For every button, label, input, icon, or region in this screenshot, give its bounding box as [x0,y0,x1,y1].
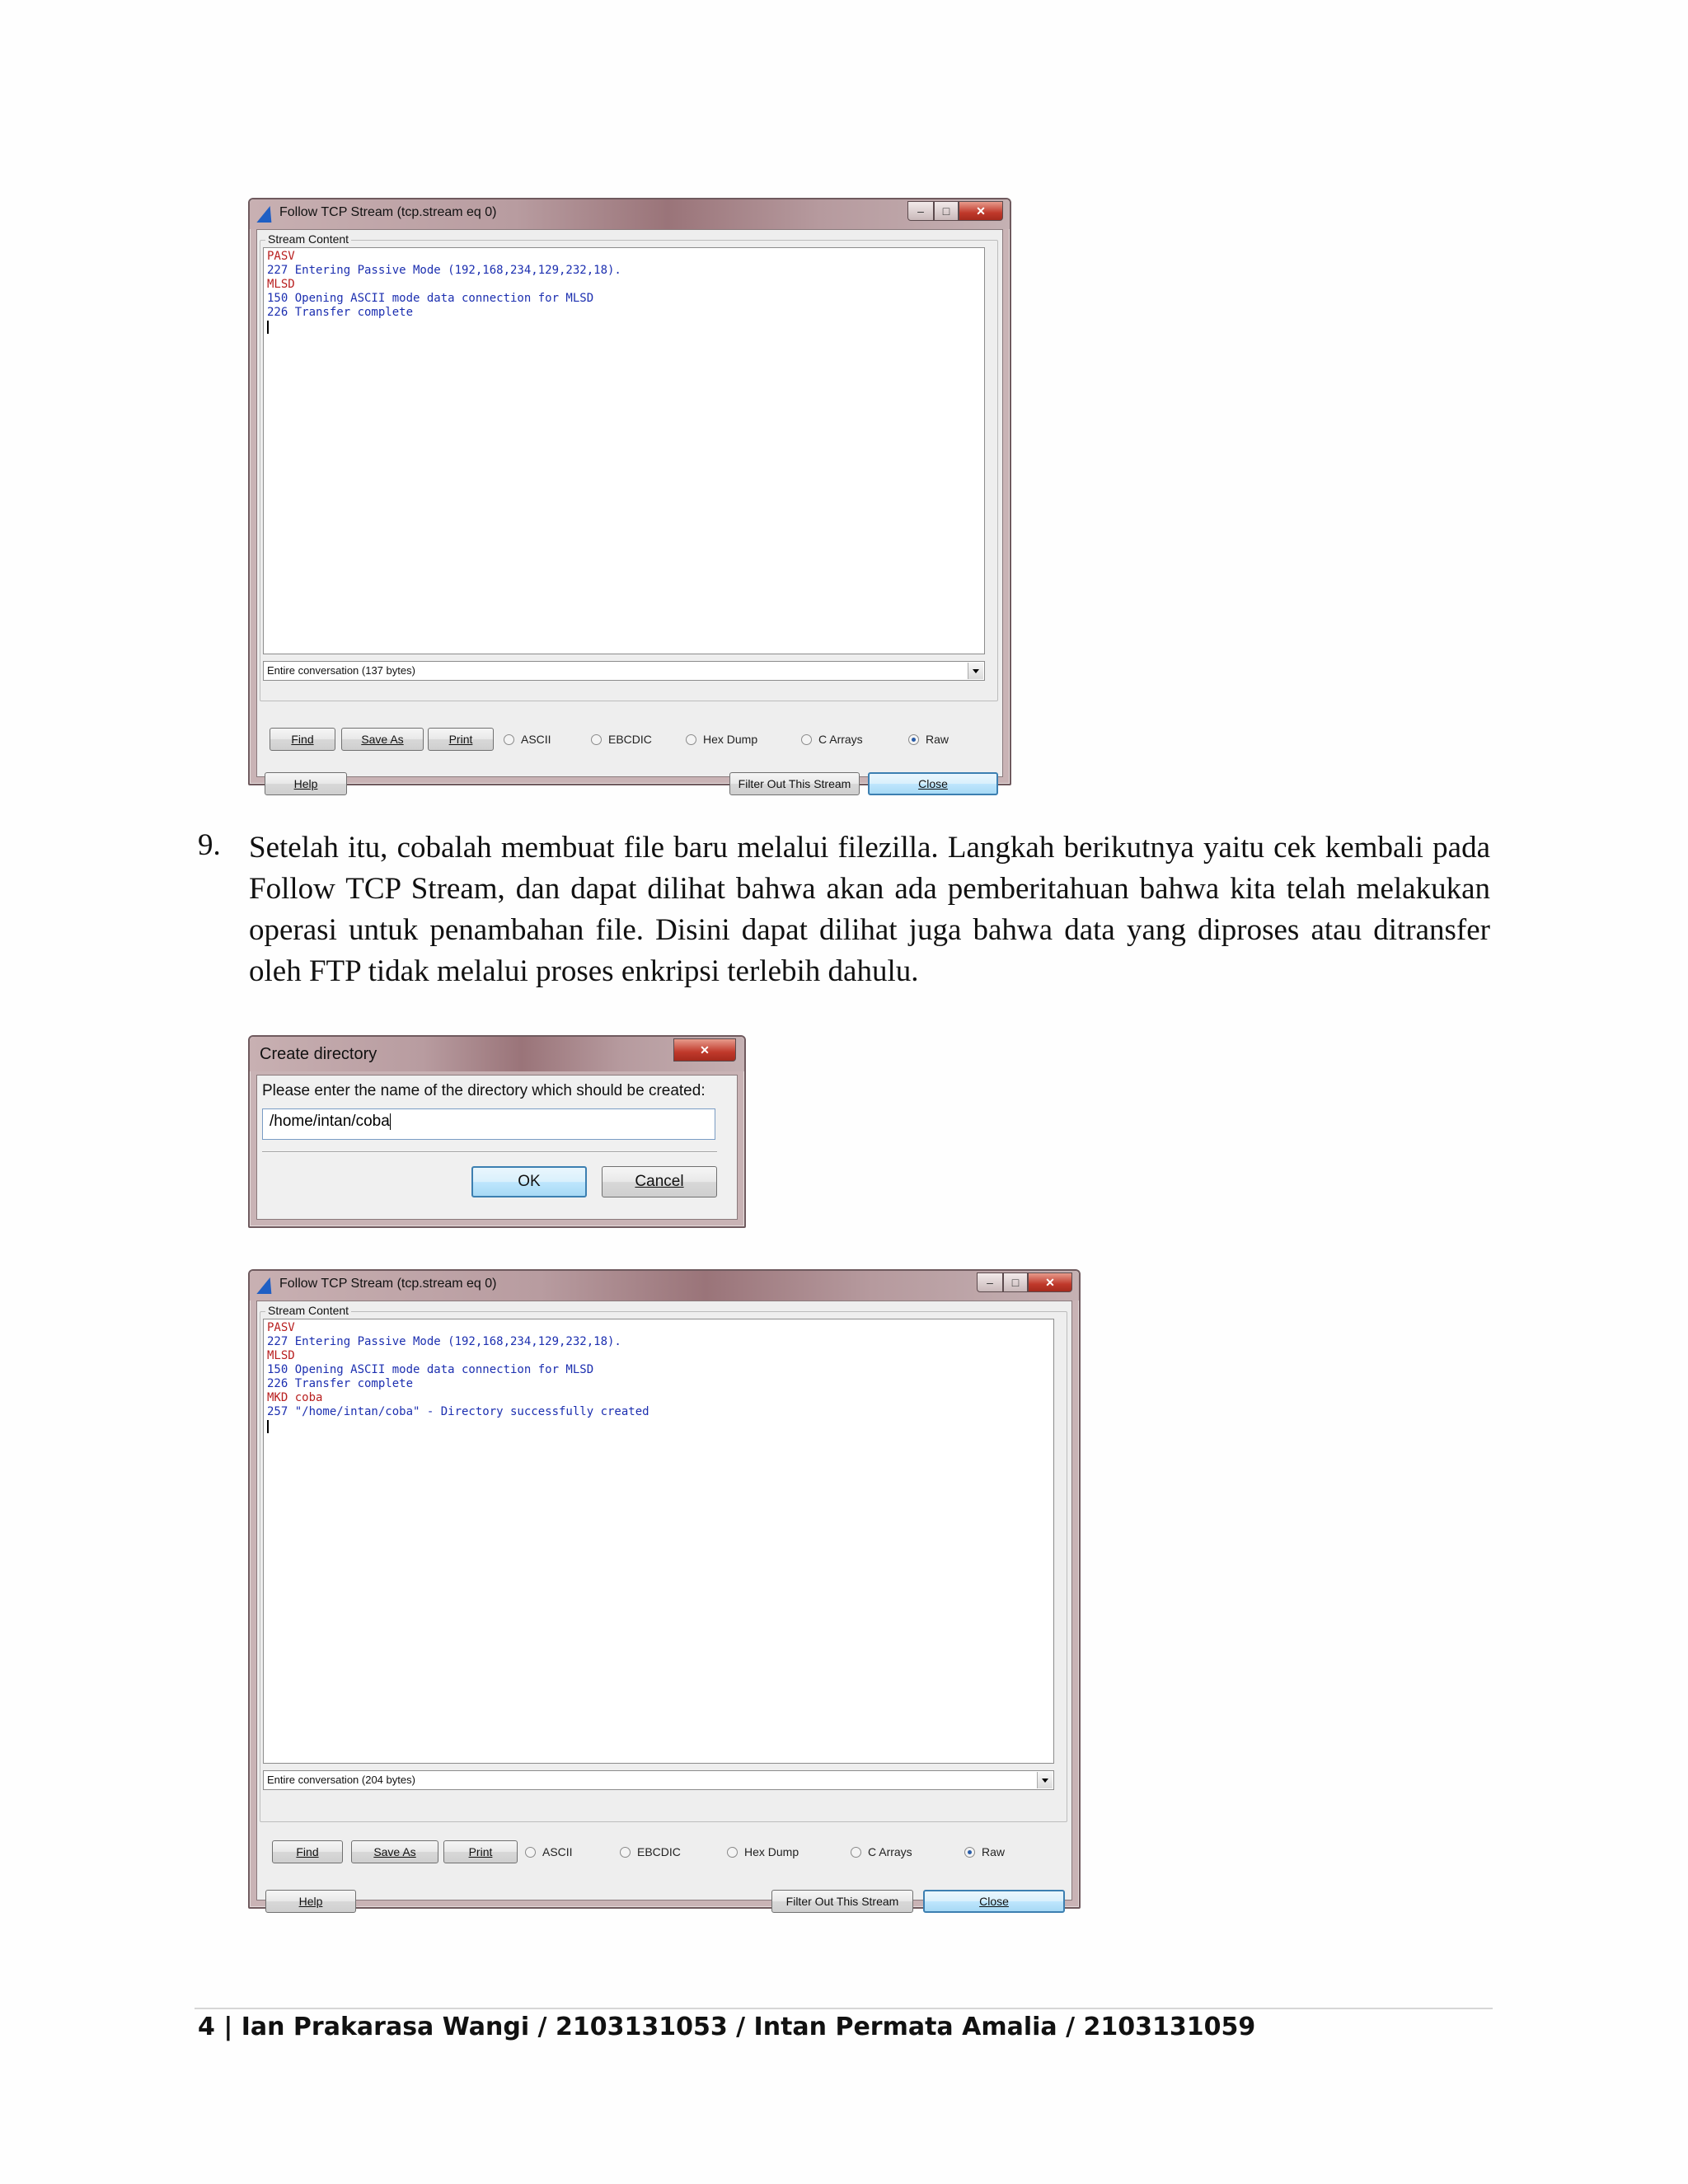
window-title: Follow TCP Stream (tcp.stream eq 0) [279,1277,497,1291]
stream-text-area[interactable] [263,247,985,654]
radio-ebcdic[interactable] [620,1845,681,1858]
window-client [256,1301,1072,1908]
radio-dot [727,1847,738,1858]
directory-name-input[interactable] [262,1108,715,1140]
title-bar [250,1037,744,1071]
dialog-client [256,1075,738,1220]
radio-c-arrays[interactable] [851,1845,912,1858]
server-response-line: 257 "/home/intan/coba" - Directory successfully created [267,1405,649,1418]
text-cursor [390,1113,391,1130]
radio-label: EBCDIC [608,733,652,746]
radio-ascii[interactable] [525,1845,573,1858]
print-button[interactable]: Print [428,728,494,751]
filter-out-stream-button[interactable]: Filter Out This Stream [729,772,860,795]
chevron-down-icon[interactable] [1037,1772,1053,1788]
input-value: /home/intan/coba [270,1113,390,1130]
text-cursor [267,1420,269,1433]
text-cursor [267,321,269,334]
client-request-line: MLSD [267,1349,295,1362]
find-button[interactable]: Find [272,1840,343,1863]
conversation-select[interactable] [263,661,985,681]
radio-label: C Arrays [818,733,863,746]
radio-dot [801,734,812,745]
stream-content-group [260,1304,1067,1822]
server-response-line: 227 Entering Passive Mode (192,168,234,129,232,18). [267,1335,621,1348]
divider [262,1151,717,1153]
client-request-line: MLSD [267,278,295,291]
server-response-line: 227 Entering Passive Mode (192,168,234,129,232,18). [267,264,621,277]
page-footer: 4 | Ian Prakarasa Wangi / 2103131053 / Intan Permata Amalia / 2103131059 [198,2013,1256,2041]
group-label: Stream Content [265,1304,351,1317]
close-window-icon[interactable]: ✕ [959,201,1003,221]
client-request-line: PASV [267,250,295,263]
help-button[interactable]: Help [265,1890,356,1913]
window-client [256,229,1003,790]
list-number: 9. [198,828,221,862]
conversation-select-value: Entire conversation (137 bytes) [267,664,415,677]
radio-dot [620,1847,631,1858]
directory-prompt: Please enter the name of the directory which should be created: [262,1082,706,1099]
maximize-icon[interactable]: □ [934,201,959,221]
close-button[interactable]: Close [868,772,998,795]
server-response-line: 226 Transfer complete [267,306,414,319]
close-window-icon[interactable]: ✕ [1028,1272,1072,1292]
server-response-line: 150 Opening ASCII mode data connection for MLSD [267,292,594,305]
title-bar [250,1271,1079,1301]
client-request-line: PASV [267,1321,295,1334]
radio-label: Hex Dump [744,1845,799,1858]
radio-label: ASCII [521,733,551,746]
radio-raw[interactable] [908,733,949,746]
dialog-title: Create directory [260,1045,377,1063]
radio-dot-selected [964,1847,975,1858]
minimize-icon[interactable]: – [907,201,934,221]
help-button[interactable]: Help [265,772,347,795]
find-button[interactable]: Find [270,728,335,751]
group-label: Stream Content [265,232,351,246]
cancel-button[interactable]: Cancel [602,1166,717,1197]
title-bar [250,199,1010,229]
server-response-line: 150 Opening ASCII mode data connection for MLSD [267,1363,594,1376]
wireshark-fin-icon [256,1277,277,1294]
radio-ascii[interactable] [504,733,551,746]
close-window-icon[interactable]: ✕ [673,1038,736,1062]
radio-c-arrays[interactable] [801,733,863,746]
chevron-down-icon[interactable] [968,663,983,679]
maximize-icon[interactable]: □ [1003,1272,1028,1292]
radio-label: EBCDIC [637,1845,681,1858]
paragraph-text: Setelah itu, cobalah membuat file baru melalui filezilla. Langkah berikutnya yaitu cek kembali pada Follow TCP Stream, dan dapat dilihat bahwa akan ada pemberitahuan bahwa kita telah melakukan operasi untuk penambahan file. Disini dapat dilihat juga bahwa data yang diproses atau ditransfer oleh FTP tidak melalui proses enkripsi terlebih dahulu. [249,831,1490,988]
conversation-select-value: Entire conversation (204 bytes) [267,1774,415,1786]
radio-hex-dump[interactable] [727,1845,799,1858]
radio-label: Raw [926,733,950,746]
radio-raw[interactable] [964,1845,1005,1858]
window-title: Follow TCP Stream (tcp.stream eq 0) [279,205,497,219]
tcp-stream-window-2 [248,1269,1081,1909]
save-as-button[interactable]: Save As [351,1840,438,1863]
radio-hex-dump[interactable] [686,733,757,746]
radio-dot [686,734,696,745]
close-button[interactable]: Close [923,1890,1065,1913]
radio-dot [851,1847,861,1858]
radio-dot-selected [908,734,919,745]
radio-dot [525,1847,536,1858]
save-as-button[interactable]: Save As [341,728,424,751]
minimize-icon[interactable]: – [977,1272,1003,1292]
tcp-stream-window-1 [248,198,1011,790]
server-response-line: 226 Transfer complete [267,1377,414,1390]
stream-text-area[interactable] [263,1319,1054,1764]
print-button[interactable]: Print [443,1840,518,1863]
stream-content-group [260,232,998,701]
radio-dot [591,734,602,745]
ok-button[interactable]: OK [471,1166,587,1197]
radio-label: Hex Dump [703,733,758,746]
radio-label: Raw [982,1845,1006,1858]
radio-ebcdic[interactable] [591,733,652,746]
radio-label: C Arrays [868,1845,912,1858]
conversation-select[interactable] [263,1770,1054,1790]
create-directory-dialog [248,1035,746,1228]
filter-out-stream-button[interactable]: Filter Out This Stream [771,1890,913,1913]
client-request-line: MKD coba [267,1391,323,1404]
wireshark-fin-icon [256,206,277,223]
radio-dot [504,734,514,745]
footer-divider [195,2008,1493,2009]
radio-label: ASCII [542,1845,573,1858]
